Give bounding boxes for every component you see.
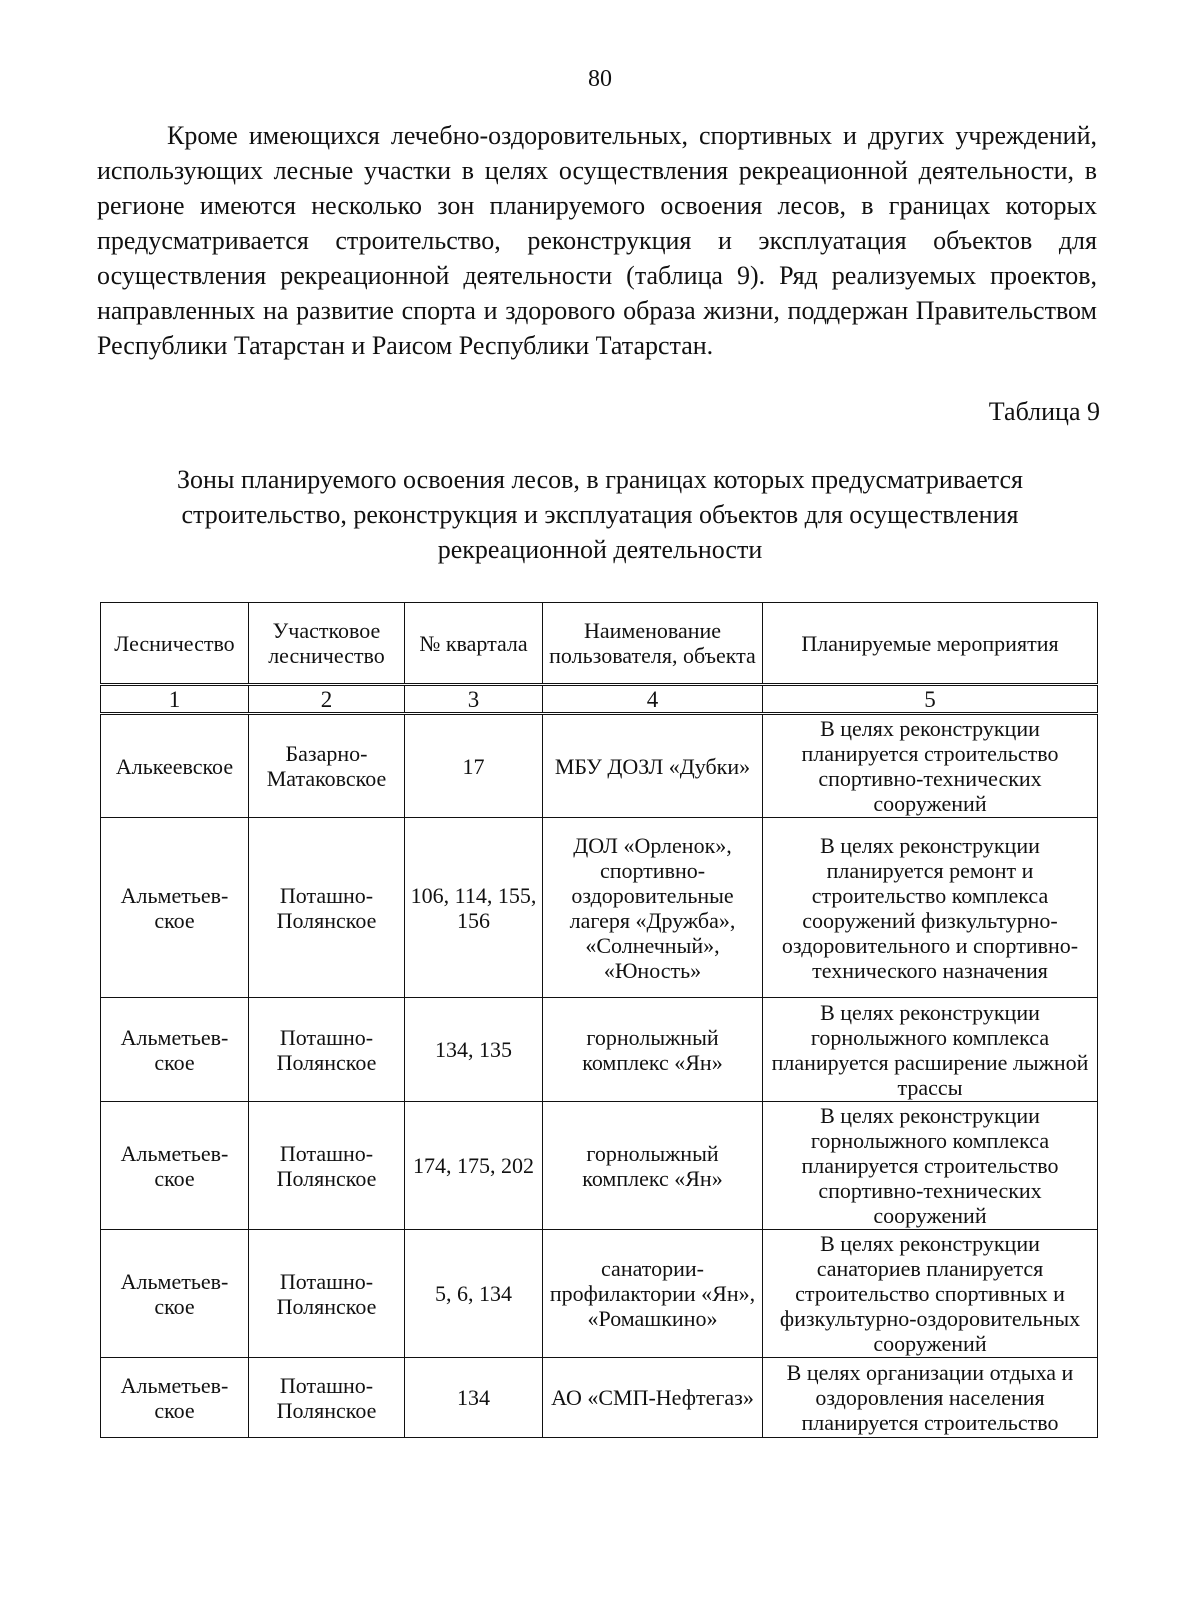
recreation-zones-table xyxy=(100,602,1098,1438)
cell-district-forestry: Поташно-Полянское xyxy=(249,1102,405,1230)
column-number: 1 xyxy=(101,685,249,714)
cell-quarter-number: 5, 6, 134 xyxy=(405,1230,543,1358)
cell-planned-measures: В целях реконструкции горнолыжного комплекса планируется расширение лыжной трассы xyxy=(763,998,1098,1102)
cell-forestry: Альметьев-ское xyxy=(101,998,249,1102)
cell-quarter-number: 134, 135 xyxy=(405,998,543,1102)
table-row xyxy=(101,714,1098,818)
cell-forestry: Альметьев-ское xyxy=(101,818,249,998)
table-row xyxy=(101,1102,1098,1230)
cell-district-forestry: Базарно-Матаковское xyxy=(249,714,405,818)
cell-forestry: Альметьев-ское xyxy=(101,1230,249,1358)
table-row xyxy=(101,818,1098,998)
cell-district-forestry: Поташно-Полянское xyxy=(249,818,405,998)
table-row xyxy=(101,1358,1098,1438)
cell-forestry: Алькеевское xyxy=(101,714,249,818)
cell-user-object: МБУ ДОЗЛ «Дубки» xyxy=(543,714,763,818)
column-number: 5 xyxy=(763,685,1098,714)
cell-forestry: Альметьев-ское xyxy=(101,1102,249,1230)
cell-district-forestry: Поташно-Полянское xyxy=(249,998,405,1102)
header-forestry: Лесничество xyxy=(101,603,249,685)
cell-forestry: Альметьев-ское xyxy=(101,1358,249,1438)
column-number-row xyxy=(101,685,1098,714)
cell-quarter-number: 17 xyxy=(405,714,543,818)
table-title: Зоны планируемого освоения лесов, в границах которых предусматривается строительство, реконструкция и эксплуатация объектов для осуществления рекреационной деятельности xyxy=(177,465,1023,564)
header-quarter-number: № квартала xyxy=(405,603,543,685)
header-district-forestry: Участковое лесничество xyxy=(249,603,405,685)
column-number: 3 xyxy=(405,685,543,714)
table-row xyxy=(101,1230,1098,1358)
cell-user-object: санатории-профилактории «Ян», «Ромашкино» xyxy=(543,1230,763,1358)
intro-paragraph: Кроме имеющихся лечебно-оздоровительных, спортивных и других учреждений, использующих лесные участки в целях осуществления рекреационной деятельности, в регионе имеются несколько зон планируемого освоения лесов, в границах которых предусматривается строительство, реконструкция и эксплуатация объектов для осуществления рекреационной деятельности (таблица 9). Ряд реализуемых проектов, направленных на развитие спорта и здорового образа жизни, поддержан Правительством Республики Татарстан и Раисом Республики Татарстан. xyxy=(97,121,1097,360)
cell-planned-measures: В целях реконструкции планируется ремонт и строительство комплекса сооружений физкультурно-оздоровительного и спортивно-технического назначения xyxy=(763,818,1098,998)
cell-user-object: горнолыжный комплекс «Ян» xyxy=(543,998,763,1102)
cell-user-object: горнолыжный комплекс «Ян» xyxy=(543,1102,763,1230)
cell-quarter-number: 106, 114, 155, 156 xyxy=(405,818,543,998)
cell-user-object: ДОЛ «Орленок», спортивно-оздоровительные лагеря «Дружба», «Солнечный», «Юность» xyxy=(543,818,763,998)
cell-district-forestry: Поташно-Полянское xyxy=(249,1358,405,1438)
table-row xyxy=(101,998,1098,1102)
cell-quarter-number: 174, 175, 202 xyxy=(405,1102,543,1230)
page-number: 80 xyxy=(588,66,612,92)
cell-planned-measures: В целях организации отдыха и оздоровления населения планируется строительство xyxy=(763,1358,1098,1438)
cell-planned-measures: В целях реконструкции горнолыжного комплекса планируется строительство спортивно-технических сооружений xyxy=(763,1102,1098,1230)
column-number: 2 xyxy=(249,685,405,714)
cell-user-object: АО «СМП-Нефтегаз» xyxy=(543,1358,763,1438)
column-number: 4 xyxy=(543,685,763,714)
cell-quarter-number: 134 xyxy=(405,1358,543,1438)
cell-planned-measures: В целях реконструкции санаториев планируется строительство спортивных и физкультурно-оздоровительных сооружений xyxy=(763,1230,1098,1358)
header-user-object: Наименование пользователя, объекта xyxy=(543,603,763,685)
header-planned-measures: Планируемые мероприятия xyxy=(763,603,1098,685)
table-header-row xyxy=(101,603,1098,685)
cell-planned-measures: В целях реконструкции планируется строительство спортивно-технических сооружений xyxy=(763,714,1098,818)
table-label: Таблица 9 xyxy=(988,397,1100,426)
cell-district-forestry: Поташно-Полянское xyxy=(249,1230,405,1358)
